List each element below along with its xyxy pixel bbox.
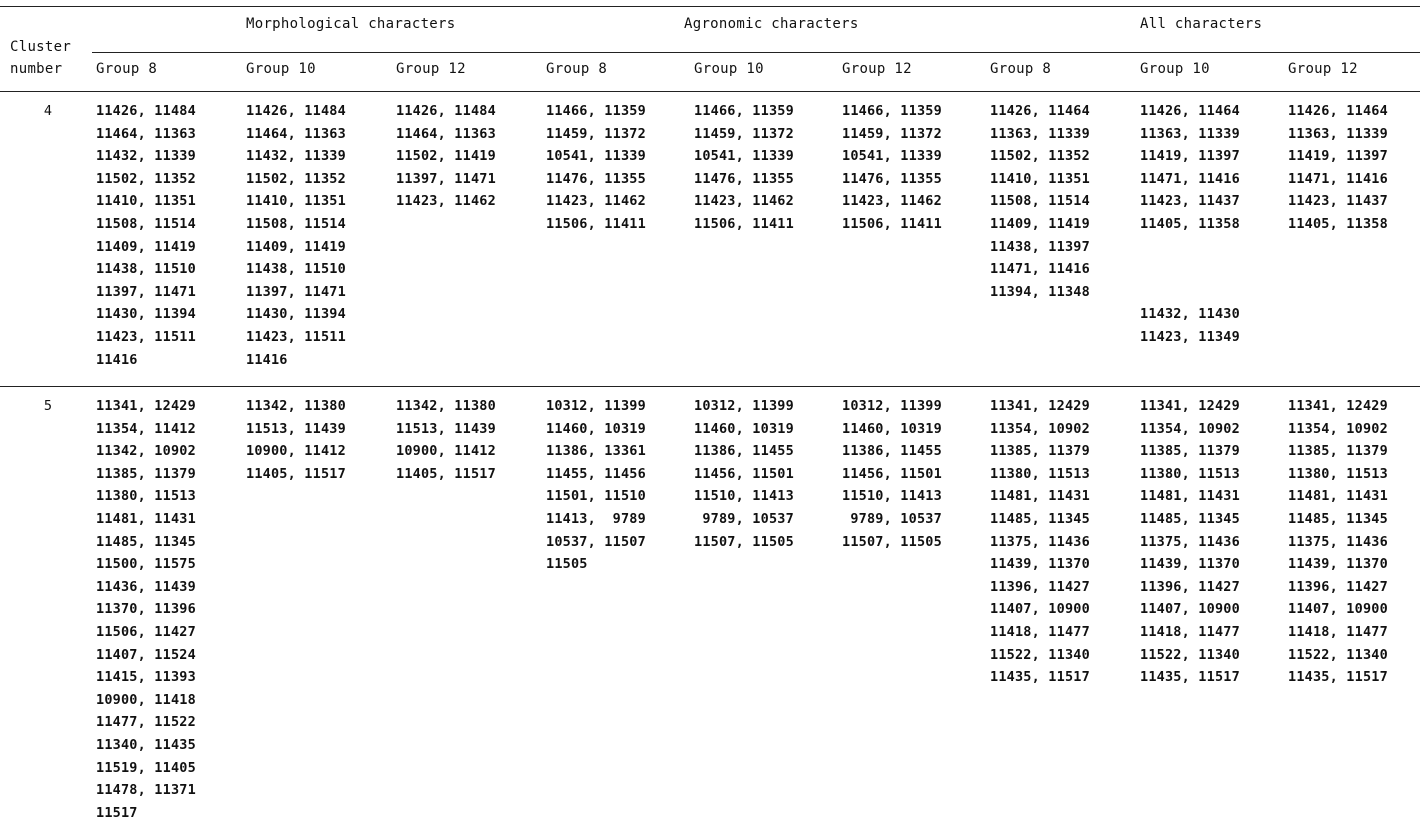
table-cell: 10312, 11399 11460, 10319 11386, 13361 11455, 11456 11501, 11510 11413, 9789 10537, 11507 11505	[546, 398, 646, 573]
subgroup-header: Group 8	[96, 61, 158, 77]
table-cell: 11466, 11359 11459, 11372 10541, 11339 11476, 11355 11423, 11462 11506, 11411	[842, 103, 942, 232]
subgroup-header: Group 12	[1288, 61, 1358, 77]
subgroup-header: Group 10	[246, 61, 316, 77]
cluster-header-line2: number	[10, 61, 63, 77]
subgroup-header: Group 12	[842, 61, 912, 77]
cluster-number: 5	[43, 398, 53, 414]
table-cell: 11342, 11380 11513, 11439 10900, 11412 11405, 11517	[396, 398, 496, 482]
table-cell: 11426, 11464 11363, 11339 11419, 11397 11471, 11416 11423, 11437 11405, 11358 11432, 11430 11423, 11349	[1140, 103, 1240, 345]
group-header-morphological: Morphological characters	[246, 16, 456, 32]
group-header-all: All characters	[1140, 16, 1263, 32]
subgroup-header: Group 8	[546, 61, 608, 77]
table-cell: 11341, 12429 11354, 10902 11385, 11379 11380, 11513 11481, 11431 11485, 11345 11375, 11436 11439, 11370 11396, 11427 11407, 10900 11418, 11477 11522, 11340 11435, 11517	[1288, 398, 1388, 686]
cluster-number: 4	[43, 103, 53, 119]
table-cell: 11426, 11464 11363, 11339 11419, 11397 11471, 11416 11423, 11437 11405, 11358	[1288, 103, 1388, 232]
subgroup-header: Group 12	[396, 61, 466, 77]
table-cell: 11426, 11484 11464, 11363 11502, 11419 11397, 11471 11423, 11462	[396, 103, 496, 210]
subgroup-header: Group 10	[1140, 61, 1210, 77]
top-rule	[0, 6, 1420, 7]
table-cell: 11341, 12429 11354, 10902 11385, 11379 11380, 11513 11481, 11431 11485, 11345 11375, 11436 11439, 11370 11396, 11427 11407, 10900 11418, 11477 11522, 11340 11435, 11517	[990, 398, 1090, 686]
group-header-rule	[92, 52, 1420, 53]
group-header-agronomic: Agronomic characters	[684, 16, 859, 32]
table-cell: 11341, 12429 11354, 11412 11342, 10902 11385, 11379 11380, 11513 11481, 11431 11485, 11345 11500, 11575 11436, 11439 11370, 11396 11506, 11427 11407, 11524 11415, 11393 10900, 11418 11477, 11522 11340, 11435 11519, 11405 11478, 11371 11517	[96, 398, 196, 821]
table-cell: 10312, 11399 11460, 10319 11386, 11455 11456, 11501 11510, 11413 9789, 10537 11507, 11505	[842, 398, 942, 550]
table-cell: 11341, 12429 11354, 10902 11385, 11379 11380, 11513 11481, 11431 11485, 11345 11375, 11436 11439, 11370 11396, 11427 11407, 10900 11418, 11477 11522, 11340 11435, 11517	[1140, 398, 1240, 686]
table-cell: 10312, 11399 11460, 10319 11386, 11455 11456, 11501 11510, 11413 9789, 10537 11507, 11505	[694, 398, 794, 550]
row-separator-rule	[0, 386, 1420, 387]
table-cell: 11466, 11359 11459, 11372 10541, 11339 11476, 11355 11423, 11462 11506, 11411	[546, 103, 646, 232]
table-cell: 11466, 11359 11459, 11372 10541, 11339 11476, 11355 11423, 11462 11506, 11411	[694, 103, 794, 232]
header-bottom-rule	[0, 91, 1420, 92]
table-cell: 11426, 11464 11363, 11339 11502, 11352 11410, 11351 11508, 11514 11409, 11419 11438, 11397 11471, 11416 11394, 11348	[990, 103, 1090, 300]
subgroup-header: Group 8	[990, 61, 1052, 77]
subgroup-header: Group 10	[694, 61, 764, 77]
table-cell: 11426, 11484 11464, 11363 11432, 11339 11502, 11352 11410, 11351 11508, 11514 11409, 11419 11438, 11510 11397, 11471 11430, 11394 11423, 11511 11416	[246, 103, 346, 368]
table-cell: 11342, 11380 11513, 11439 10900, 11412 11405, 11517	[246, 398, 346, 482]
table-cell: 11426, 11484 11464, 11363 11432, 11339 11502, 11352 11410, 11351 11508, 11514 11409, 11419 11438, 11510 11397, 11471 11430, 11394 11423, 11511 11416	[96, 103, 196, 368]
cluster-header-line1: Cluster	[10, 39, 72, 55]
